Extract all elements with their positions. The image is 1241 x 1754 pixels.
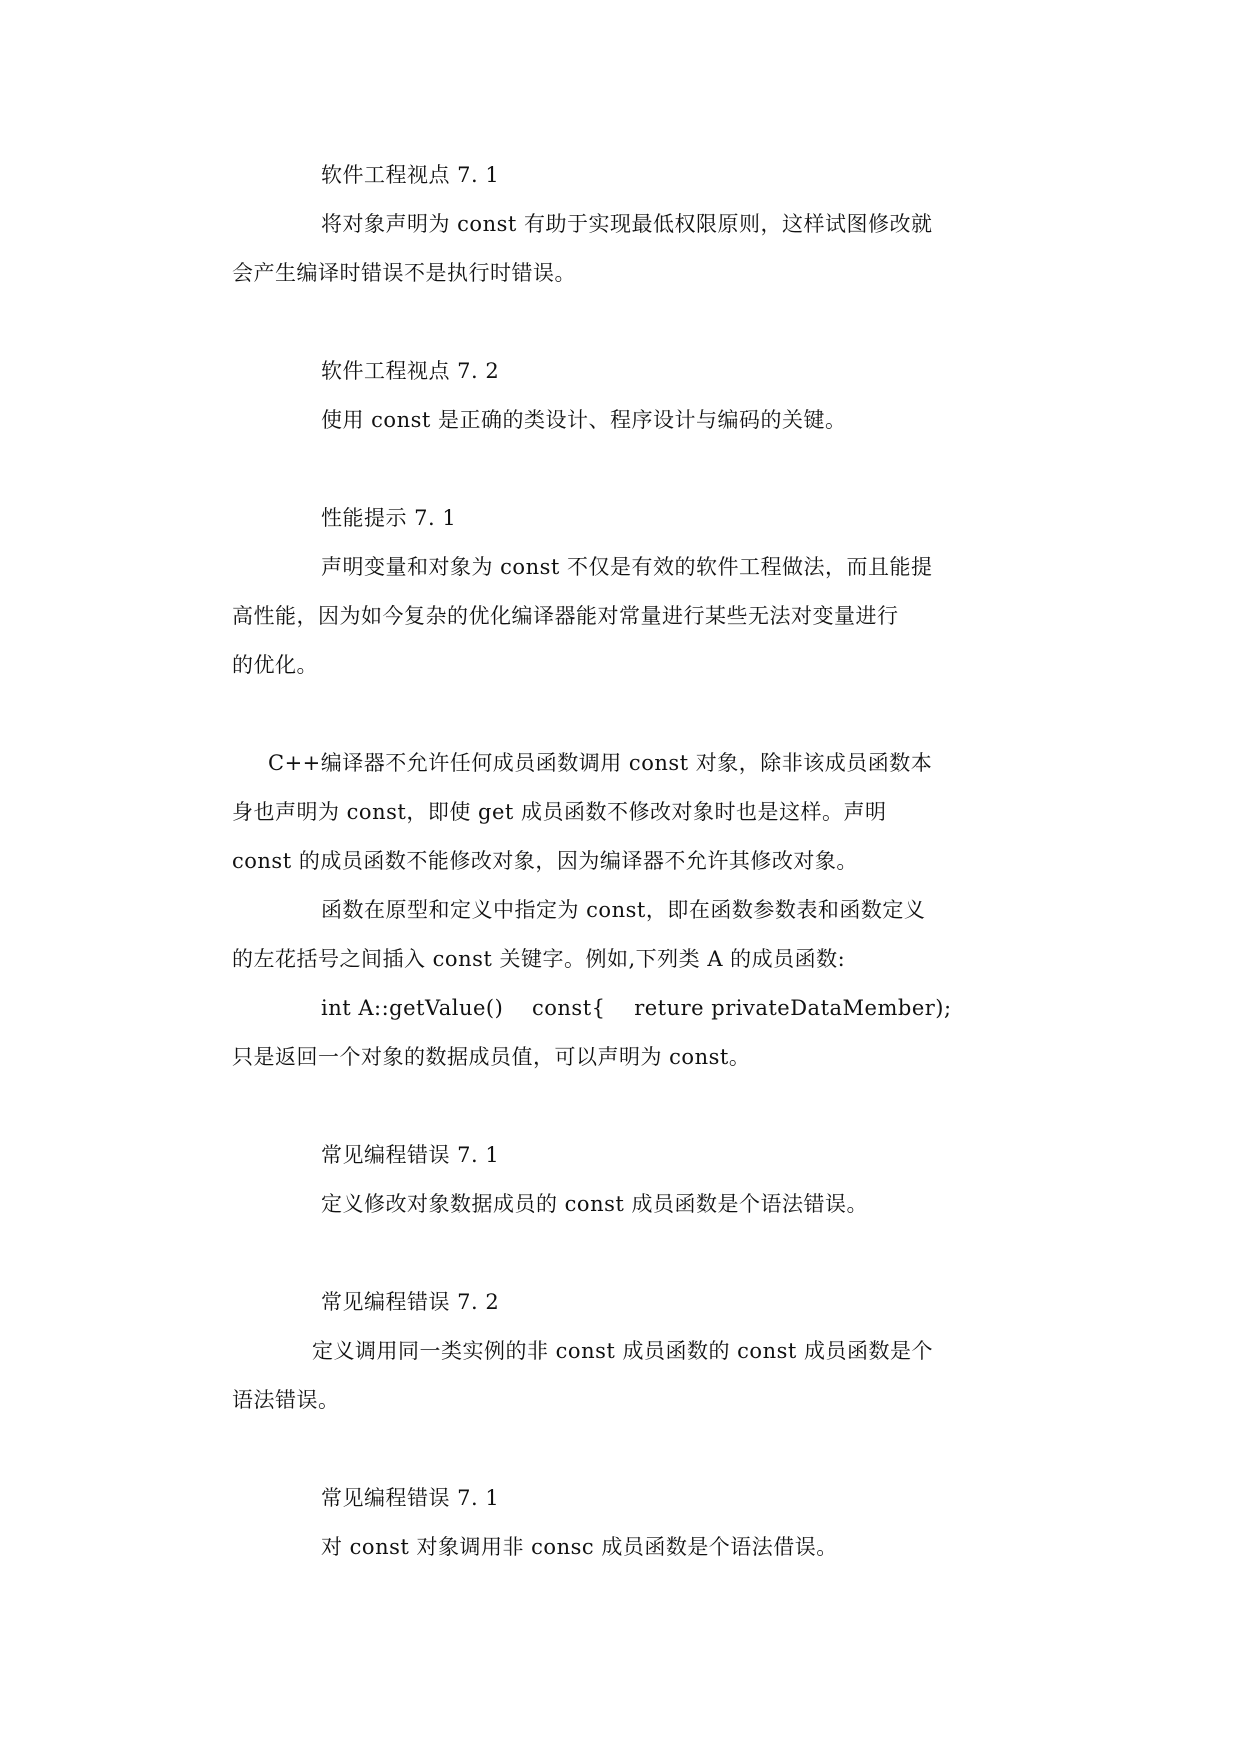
paragraph-line: 的左花括号之间插入 const 关键字。例如,下列类 A 的成员函数: [232,947,846,971]
code-line: int A::getValue() const{ reture privateDataMember); [321,996,952,1020]
paragraph-line: C++编译器不允许任何成员函数调用 const 对象，除非该成员函数本 [268,751,933,775]
section-heading: 常见编程错误 7. 2 [321,1290,500,1314]
section-heading: 软件工程视点 7. 1 [321,163,500,187]
paragraph-line: const 的成员函数不能修改对象，因为编译器不允许其修改对象。 [232,849,858,873]
section-heading: 性能提示 7. 1 [321,506,457,530]
paragraph-line: 语法错误。 [232,1388,340,1412]
paragraph-line: 定义调用同一类实例的非 const 成员函数的 const 成员函数是个 [312,1339,933,1363]
paragraph-line: 会产生编译时错误不是执行时错误。 [232,261,576,285]
paragraph-line: 函数在原型和定义中指定为 const，即在函数参数表和函数定义 [321,898,926,922]
paragraph-line: 声明变量和对象为 const 不仅是有效的软件工程做法，而且能提 [321,555,933,579]
section-heading: 常见编程错误 7. 1 [321,1143,500,1167]
paragraph-line: 的优化。 [232,653,318,677]
paragraph-line: 只是返回一个对象的数据成员值，可以声明为 const。 [232,1045,751,1069]
section-heading: 常见编程错误 7. 1 [321,1486,500,1510]
section-heading: 软件工程视点 7. 2 [321,359,500,383]
paragraph-line: 高性能，因为如今复杂的优化编译器能对常量进行某些无法对变量进行 [232,604,899,628]
paragraph-line: 使用 const 是正确的类设计、程序设计与编码的关键。 [321,408,847,432]
paragraph-line: 对 const 对象调用非 consc 成员函数是个语法借误。 [321,1535,838,1559]
paragraph-line: 将对象声明为 const 有助于实现最低权限原则，这样试图修改就 [321,212,933,236]
paragraph-line: 定义修改对象数据成员的 const 成员函数是个语法错误。 [321,1192,868,1216]
paragraph-line: 身也声明为 const，即使 get 成员函数不修改对象时也是这样。声明 [232,800,887,824]
